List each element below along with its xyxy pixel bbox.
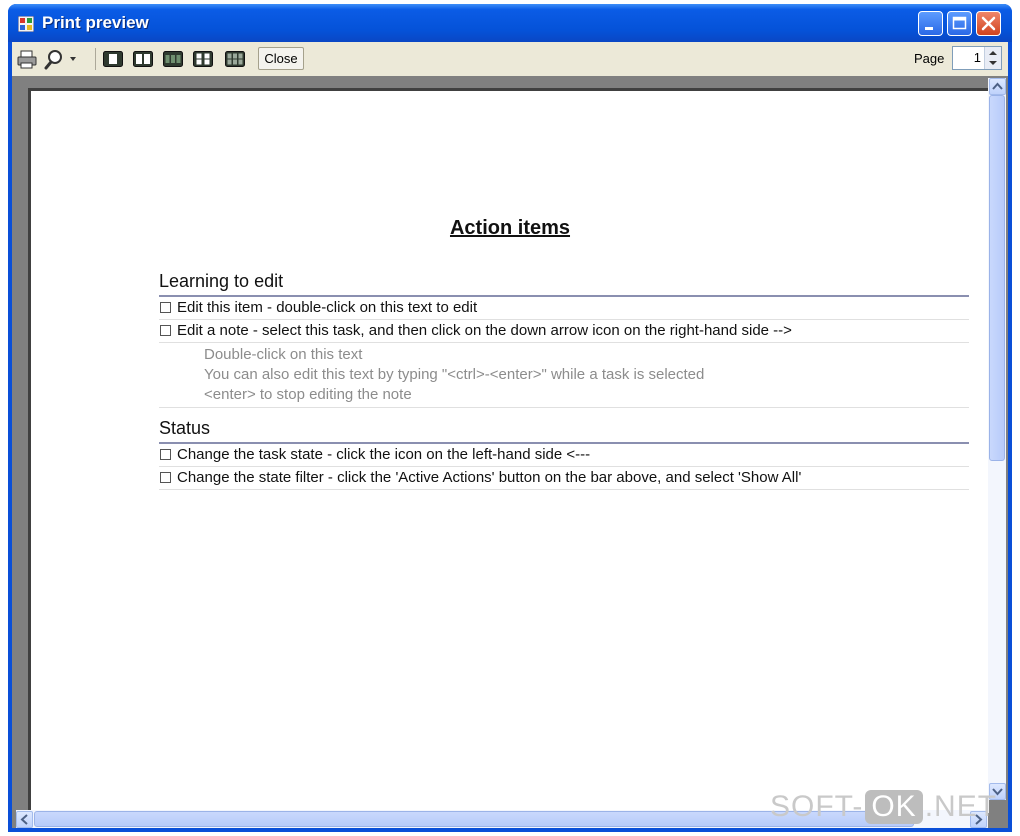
task-item[interactable] <box>159 297 969 320</box>
section-learning-to-edit <box>159 271 969 408</box>
task-item[interactable] <box>159 467 969 490</box>
checkbox-icon[interactable] <box>160 325 171 336</box>
close-window-button[interactable] <box>976 11 1001 36</box>
vertical-scrollbar[interactable] <box>988 78 1006 800</box>
maximize-icon <box>948 12 971 35</box>
three-pages-icon[interactable] <box>162 48 184 70</box>
task-text: Change the task state - click the icon on the left-hand side <--- <box>177 446 591 463</box>
scroll-left-button[interactable] <box>16 811 33 828</box>
watermark-right: .NET <box>924 790 998 823</box>
toolbar <box>12 42 1008 77</box>
document-title: Action items <box>449 217 571 239</box>
print-preview-window <box>8 4 1012 832</box>
page-number-stepper[interactable] <box>952 46 1002 70</box>
task-item[interactable] <box>159 444 969 467</box>
maximize-button[interactable] <box>947 11 972 36</box>
minimize-button[interactable] <box>918 11 943 36</box>
page-label: Page <box>914 51 945 66</box>
zoom-icon[interactable] <box>44 48 80 70</box>
close-button[interactable]: Close <box>258 47 304 70</box>
section-title: Learning to edit <box>159 271 969 297</box>
checkbox-icon[interactable] <box>160 302 171 313</box>
toolbar-separator <box>95 48 96 70</box>
checkbox-icon[interactable] <box>160 472 171 483</box>
vertical-scroll-thumb[interactable] <box>989 95 1005 461</box>
close-icon <box>977 12 1000 35</box>
watermark-mid: OK <box>865 790 922 824</box>
task-text: Change the state filter - click the 'Active Actions' button on the bar above, and select 'Show All' <box>177 469 802 486</box>
four-pages-icon[interactable] <box>192 48 214 70</box>
two-pages-icon[interactable] <box>132 48 154 70</box>
printer-icon[interactable] <box>16 48 38 70</box>
chevron-up-icon <box>990 79 1005 94</box>
stepper-arrows[interactable] <box>984 47 1001 69</box>
checkbox-icon[interactable] <box>160 449 171 460</box>
scroll-up-button[interactable] <box>989 78 1006 95</box>
watermark <box>770 790 997 824</box>
note-line: Double-click on this text <box>204 346 363 363</box>
note-line: <enter> to stop editing the note <box>204 386 412 403</box>
one-page-icon[interactable] <box>102 48 124 70</box>
preview-area <box>12 76 1008 828</box>
watermark-left: SOFT- <box>770 790 864 823</box>
spin-up-down-icon[interactable] <box>985 47 1001 69</box>
title-bar[interactable] <box>8 4 1012 42</box>
minimize-icon <box>919 12 942 35</box>
task-text: Edit this item - double-click on this text to edit <box>177 299 478 316</box>
section-title: Status <box>159 418 969 444</box>
note-line: You can also edit this text by typing "<ctrl>-<enter>" while a task is selected <box>204 366 705 383</box>
app-icon <box>18 16 34 32</box>
six-pages-icon[interactable] <box>224 48 246 70</box>
task-note <box>159 343 969 408</box>
section-status <box>159 418 969 490</box>
window-title: Print preview <box>42 13 149 32</box>
preview-page <box>28 88 989 813</box>
page-number-value[interactable]: 1 <box>973 50 981 65</box>
task-text: Edit a note - select this task, and then click on the down arrow icon on the right-hand side --> <box>177 322 792 339</box>
task-item[interactable] <box>159 320 969 343</box>
chevron-left-icon <box>17 812 32 827</box>
